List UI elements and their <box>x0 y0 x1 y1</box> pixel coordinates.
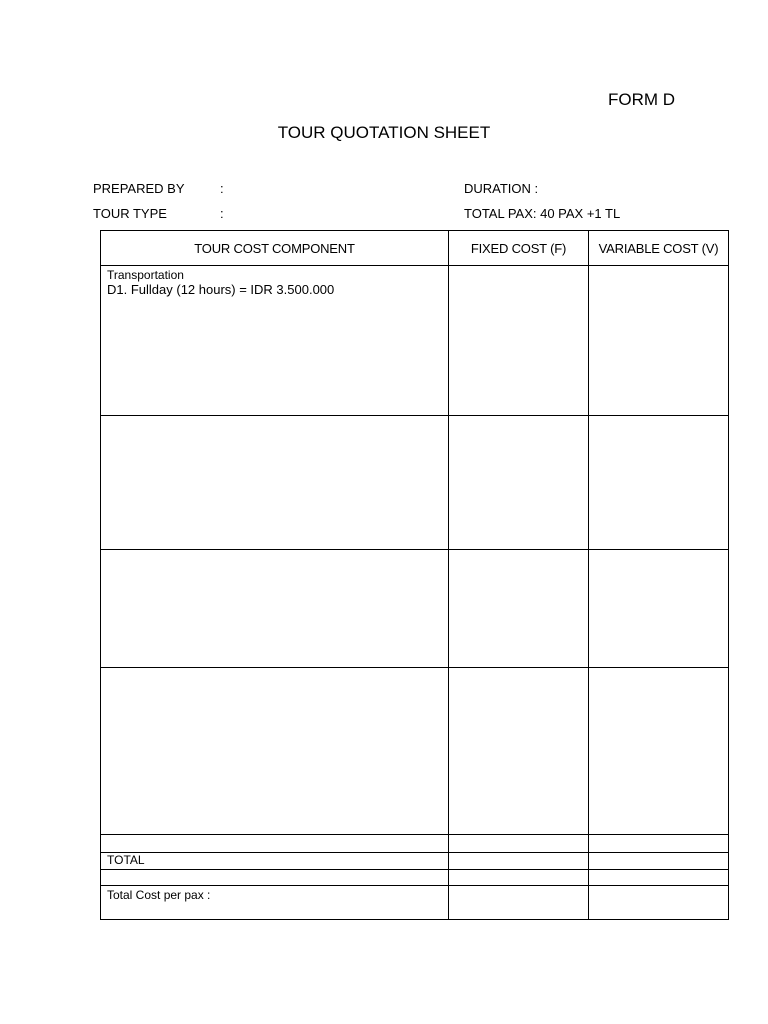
column-header-component: TOUR COST COMPONENT <box>101 231 449 266</box>
transportation-item: D1. Fullday (12 hours) = IDR 3.500.000 <box>107 282 335 297</box>
fixed-cost-cell <box>449 550 589 668</box>
component-cell <box>101 416 449 550</box>
table-row <box>101 835 729 853</box>
cost-per-pax-variable-cell <box>589 886 729 920</box>
table-row <box>101 550 729 668</box>
component-cell <box>101 870 449 886</box>
tour-type-label: TOUR TYPE <box>93 206 167 221</box>
tour-type-colon: : <box>220 206 224 221</box>
fixed-cost-cell <box>449 266 589 416</box>
variable-cost-cell <box>589 550 729 668</box>
table-row <box>101 416 729 550</box>
cost-per-pax-row <box>101 886 729 920</box>
transportation-heading: Transportation <box>107 268 184 282</box>
component-cell <box>101 550 449 668</box>
total-fixed-cell <box>449 853 589 870</box>
fixed-cost-cell <box>449 668 589 835</box>
total-label-cell <box>101 853 449 870</box>
prepared-by-label: PREPARED BY <box>93 181 185 196</box>
total-pax-label: TOTAL PAX: 40 PAX +1 TL <box>464 206 621 221</box>
cost-per-pax-label: Total Cost per pax <box>107 888 204 902</box>
variable-cost-cell <box>589 416 729 550</box>
duration-label: DURATION : <box>464 181 539 196</box>
table-row <box>101 266 729 416</box>
variable-cost-cell <box>589 668 729 835</box>
cost-per-pax-label-cell <box>101 886 449 920</box>
form-label: FORM D <box>608 90 676 109</box>
component-cell <box>101 668 449 835</box>
total-row <box>101 853 729 870</box>
column-header-variable-cost: VARIABLE COST (V) <box>589 231 729 266</box>
quotation-table <box>100 230 729 920</box>
variable-cost-cell <box>589 835 729 853</box>
component-cell <box>101 835 449 853</box>
cost-per-pax-colon: : <box>203 888 211 902</box>
sheet-title: TOUR QUOTATION SHEET <box>277 123 491 142</box>
transportation-cell <box>101 266 449 416</box>
column-header-fixed-cost: FIXED COST (F) <box>449 231 589 266</box>
table-row <box>101 668 729 835</box>
total-variable-cell <box>589 853 729 870</box>
fixed-cost-cell <box>449 870 589 886</box>
prepared-by-colon: : <box>220 181 224 196</box>
variable-cost-cell <box>589 266 729 416</box>
variable-cost-cell <box>589 870 729 886</box>
fixed-cost-cell <box>449 835 589 853</box>
fixed-cost-cell <box>449 416 589 550</box>
table-row <box>101 870 729 886</box>
cost-per-pax-fixed-cell <box>449 886 589 920</box>
total-label: TOTAL <box>107 853 145 867</box>
table-header-row <box>101 231 729 266</box>
